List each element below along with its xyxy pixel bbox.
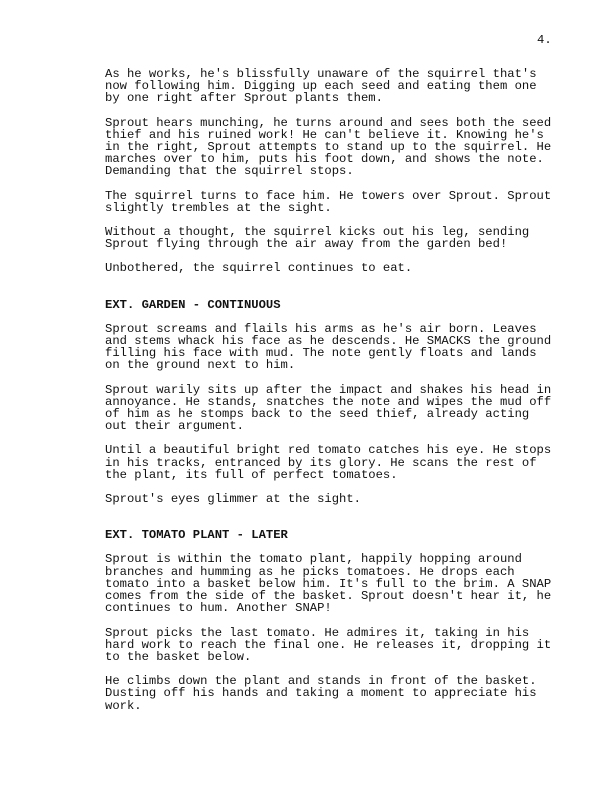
action-paragraph: Sprout hears munching, he turns around and sees both the seed thief and his ruined work! He can't believe it. Knowing he's in the right, Sprout attempts to stand up to the squirrel. He marches over to him, puts his foot down, and shows the note. Demanding that the squirrel stops. — [105, 115, 552, 179]
script-content — [105, 67, 552, 724]
action-paragraph: Unbothered, the squirrel continues to eat. — [105, 261, 413, 276]
action-paragraph: Until a beautiful bright red tomato catches his eye. He stops in his tracks, entranced by its glory. He scans the rest of the plant, its full of perfect tomatoes. — [105, 443, 552, 482]
action-paragraph: Without a thought, the squirrel kicks out his leg, sending Sprout flying through the air away from the garden bed! — [105, 225, 530, 252]
action-paragraph: Sprout's eyes glimmer at the sight. — [105, 492, 361, 507]
page-number: 4. — [537, 33, 552, 47]
action-paragraph: Sprout is within the tomato plant, happily hopping around branches and humming as he picks tomatoes. He drops each tomato into a basket below him. It's full to the brim. A SNAP comes from the side of the basket. Sprout doesn't hear it, he continues to hum. Another SNAP! — [105, 552, 552, 616]
action-paragraph: Sprout screams and flails his arms as he's air born. Leaves and stems whack his face as he descends. He SMACKS the ground filling his face with mud. The note gently floats and lands on the ground next to him. — [105, 321, 552, 373]
scene-heading: EXT. GARDEN - CONTINUOUS — [105, 297, 281, 312]
action-paragraph: The squirrel turns to face him. He towers over Sprout. Sprout slightly trembles at the sight. — [105, 188, 552, 215]
action-paragraph: As he works, he's blissfully unaware of the squirrel that's now following him. Digging up each seed and eating them one by one right after Sprout plants them. — [105, 67, 537, 106]
action-paragraph: Sprout picks the last tomato. He admires it, taking in his hard work to reach the final one. He releases it, dropping it to the basket below. — [105, 625, 552, 664]
scene-heading: EXT. TOMATO PLANT - LATER — [105, 528, 288, 543]
action-paragraph: Sprout warily sits up after the impact and shakes his head in annoyance. He stands, snatches the note and wipes the mud off of him as he stomps back to the seed thief, already acting out their argument. — [105, 382, 552, 434]
action-paragraph: He climbs down the plant and stands in front of the basket. Dusting off his hands and taking a moment to appreciate his work. — [105, 674, 537, 713]
